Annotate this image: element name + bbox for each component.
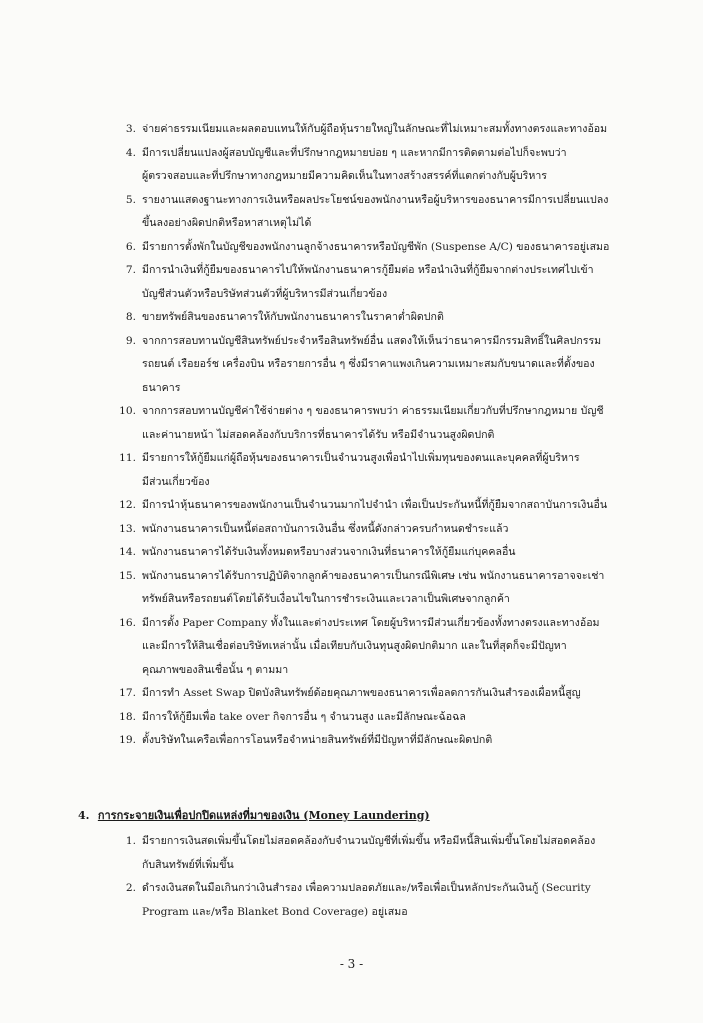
- indicator-list: [119, 118, 628, 753]
- section-title: การกระจายเงินเพื่อปกปิดแหล่งที่มาของเงิน (Money Laundering): [97, 809, 430, 822]
- item-line: พนักงานธนาคารเป็นหนี้ต่อสถาบันการเงินอื่น ซึ่งหนี้ดังกล่าวครบกำหนดชำระแล้ว: [142, 522, 509, 535]
- item-text: [138, 236, 628, 260]
- list-item: [125, 330, 628, 401]
- item-number: 13.: [119, 522, 136, 535]
- item-line: รายงานแสดงฐานะทางการเงินหรือผลประโยชน์ของพนักงานหรือผู้บริหารของธนาคารมีการเปลี่ยนแปลง: [142, 193, 609, 206]
- item-number: 8.: [125, 311, 136, 323]
- item-text: [138, 142, 628, 189]
- list-item: [119, 682, 628, 706]
- item-number: 2.: [125, 882, 136, 894]
- item-line: พนักงานธนาคารได้รับการปฏิบัติจากลูกค้าของธนาคารเป็นกรณีพิเศษ เช่น พนักงานธนาคารอาจจะเช่า: [142, 569, 605, 582]
- item-line: มีรายการเงินสดเพิ่มขึ้นโดยไม่สอดคล้องกับจำนวนบัญชีที่เพิ่มขึ้น หรือมีหนี้สินเพิ่มขึ้นโดยไม่สอดคล้อง: [142, 835, 596, 847]
- item-number: 14.: [119, 546, 136, 558]
- item-text: [138, 518, 628, 542]
- item-text: [138, 706, 628, 730]
- list-item: [125, 236, 628, 260]
- item-number: 7.: [125, 264, 136, 276]
- item-line: มีการให้กู้ยืมเพื่อ take over กิจการอื่น ๆ จำนวนสูง และมีลักษณะฉ้อฉล: [142, 710, 466, 723]
- item-text: [138, 729, 628, 753]
- item-text: [138, 306, 628, 330]
- item-line: คุณภาพของสินเชื่อนั้น ๆ ตามมา: [142, 663, 289, 676]
- item-text: [138, 330, 628, 401]
- list-item: [125, 142, 628, 189]
- item-number: 4.: [125, 146, 136, 159]
- item-number: 3.: [125, 123, 136, 135]
- list-item: [119, 541, 628, 565]
- money-laundering-list: [125, 830, 628, 924]
- item-line: ดำรงเงินสดในมือเกินกว่าเงินสำรอง เพื่อความปลอดภัยและ/หรือเพื่อเป็นหลักประกันเงินกู้ (Security: [142, 882, 591, 894]
- item-line: มีรายการตั้งพักในบัญชีของพนักงานลูกจ้างธนาคารหรือบัญชีพัก (Suspense A/C) ของธนาคารอยู่เสมอ: [142, 240, 610, 253]
- item-text: [138, 877, 628, 924]
- item-line: จากการสอบทานบัญชีสินทรัพย์ประจำหรือสินทรัพย์อื่น แสดงให้เห็นว่าธนาคารมีกรรมสิทธิ์ในศิลปกรรม: [142, 334, 602, 347]
- item-text: [138, 400, 628, 447]
- item-text: [138, 565, 628, 612]
- item-line: มีการเปลี่ยนแปลงผู้สอบบัญชีและที่ปรึกษากฎหมายบ่อย ๆ และหากมีการติดตามต่อไปก็จะพบว่า: [142, 146, 567, 159]
- item-text: [138, 541, 628, 565]
- item-line: ขึ้นลงอย่างผิดปกติหรือหาสาเหตุไม่ได้: [142, 217, 312, 229]
- list-item: [125, 189, 628, 236]
- list-item: [125, 118, 628, 142]
- item-number: 16.: [119, 616, 136, 629]
- list-item: [125, 830, 628, 877]
- section-4-heading: [78, 806, 430, 824]
- item-number: 6.: [125, 240, 136, 253]
- list-item: [119, 494, 628, 518]
- item-number: 5.: [125, 193, 136, 206]
- item-line: มีส่วนเกี่ยวข้อง: [142, 475, 210, 488]
- list-item: [125, 306, 628, 330]
- section-number: 4.: [78, 809, 90, 822]
- item-number: 15.: [119, 569, 136, 582]
- item-line: กับสินทรัพย์ที่เพิ่มขึ้น: [142, 858, 234, 871]
- item-line: มีการทำ Asset Swap ปิดบังสินทรัพย์ด้อยคุณภาพของธนาคารเพื่อลดการกันเงินสำรองเผื่อหนี้สูญ: [142, 687, 581, 699]
- item-number: 1.: [125, 835, 136, 847]
- item-text: [138, 189, 628, 236]
- list-item: [119, 447, 628, 494]
- item-line: ทรัพย์สินหรือรถยนต์โดยได้รับเงื่อนไขในการชำระเงินและเวลาเป็นพิเศษจากลูกค้า: [142, 593, 510, 605]
- list-item: [119, 706, 628, 730]
- list-item: [119, 565, 628, 612]
- item-line: บัญชีส่วนตัวหรือบริษัทส่วนตัวที่ผู้บริหารมีส่วนเกี่ยวข้อง: [142, 287, 388, 300]
- item-text: [138, 118, 628, 142]
- item-line: ขายทรัพย์สินของธนาคารให้กับพนักงานธนาคารในราคาต่ำผิดปกติ: [142, 311, 444, 323]
- item-number: 12.: [119, 499, 136, 511]
- item-text: [138, 259, 628, 306]
- list-item: [119, 729, 628, 753]
- page-number: - 3 -: [339, 957, 364, 971]
- list-item: [119, 612, 628, 683]
- item-line: มีการนำหุ้นธนาคารของพนักงานเป็นจำนวนมากไปจำนำ เพื่อเป็นประกันหนี้ที่กู้ยืมจากสถาบันการเงินอื่น: [142, 499, 608, 511]
- item-line: จากการสอบทานบัญชีค่าใช้จ่ายต่าง ๆ ของธนาคารพบว่า ค่าธรรมเนียมเกี่ยวกับที่ปรึกษากฎหมาย บัญชี: [142, 405, 604, 417]
- item-line: รถยนต์ เรือยอร์ช เครื่องบิน หรือรายการอื่น ๆ ซึ่งมีราคาแพงเกินความเหมาะสมกับขนาดและที่ตั้งของ: [142, 358, 595, 370]
- list-item: [125, 259, 628, 306]
- item-text: [138, 682, 628, 706]
- item-line: มีการนำเงินที่กู้ยืมของธนาคารไปให้พนักงานธนาคารกู้ยืมต่อ หรือนำเงินที่กู้ยืมจากต่างประเทศไปเข้า: [142, 264, 594, 276]
- list-item: [125, 877, 628, 924]
- item-text: [138, 447, 628, 494]
- item-line: ตั้งบริษัทในเครือเพื่อการโอนหรือจำหน่ายสินทรัพย์ที่มีปัญหาที่มีลักษณะผิดปกติ: [142, 734, 493, 746]
- list-item: [119, 400, 628, 447]
- item-number: 11.: [119, 452, 136, 464]
- item-text: [138, 612, 628, 683]
- item-line: พนักงานธนาคารได้รับเงินทั้งหมดหรือบางส่วนจากเงินที่ธนาคารให้กู้ยืมแก่บุคคลอื่น: [142, 546, 516, 558]
- item-text: [138, 830, 628, 877]
- list-item: [119, 518, 628, 542]
- item-line: และมีการให้สินเชื่อต่อบริษัทเหล่านั้น เมื่อเทียบกับเงินทุนสูงผิดปกติมาก และในที่สุดก็จะมีปัญหา: [142, 640, 567, 652]
- item-line: จ่ายค่าธรรมเนียมและผลตอบแทนให้กับผู้ถือหุ้นรายใหญ่ในลักษณะที่ไม่เหมาะสมทั้งทางตรงและทางอ้อม: [142, 123, 608, 135]
- item-number: 9.: [125, 334, 136, 347]
- item-line: ธนาคาร: [142, 381, 181, 394]
- item-number: 10.: [119, 405, 136, 417]
- item-line: มีรายการให้กู้ยืมแก่ผู้ถือหุ้นของธนาคารเป็นจำนวนสูงเพื่อนำไปเพิ่มทุนของตนและบุคคลที่ผู้บริหาร: [142, 452, 580, 464]
- item-line: Program และ/หรือ Blanket Bond Coverage) อยู่เสมอ: [142, 905, 408, 918]
- item-line: ผู้ตรวจสอบและที่ปรึกษาทางกฎหมายมีความคิดเห็นในทางสร้างสรรค์ที่แตกต่างกับผู้บริหาร: [142, 170, 547, 182]
- item-line: และค่านายหน้า ไม่สอดคล้องกับบริการที่ธนาคารได้รับ หรือมีจำนวนสูงผิดปกติ: [142, 428, 495, 441]
- item-text: [138, 494, 628, 518]
- item-line: มีการตั้ง Paper Company ทั้งในและต่างประเทศ โดยผู้บริหารมีส่วนเกี่ยวข้องทั้งทางตรงและทางอ้อม: [142, 616, 600, 629]
- item-number: 19.: [119, 734, 136, 746]
- item-number: 18.: [119, 710, 136, 723]
- item-number: 17.: [119, 687, 136, 699]
